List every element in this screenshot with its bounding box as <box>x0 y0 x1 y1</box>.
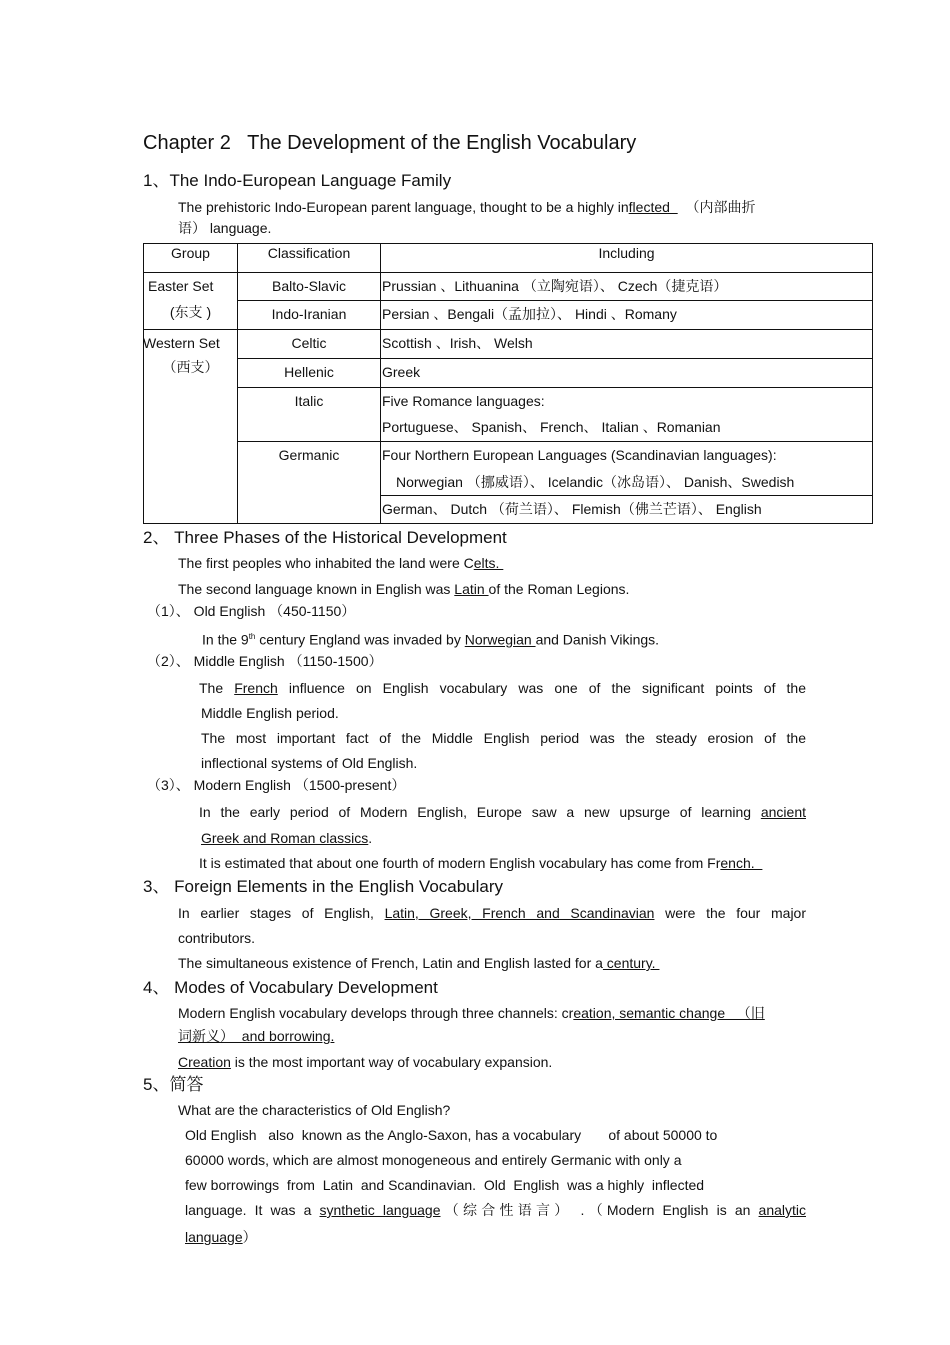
text: century England was invaded by <box>255 631 465 648</box>
text: It is estimated that about one fourth of modern English vocabulary has come from Fr <box>199 855 721 871</box>
including-cell: Prussian 、Lithuanina （立陶宛语）、 Czech（捷克语） <box>381 273 873 301</box>
underlined-text: eation, semantic change （旧 <box>573 1005 765 1021</box>
paragraph <box>199 854 762 872</box>
text: The prehistoric Indo-European parent language, thought to be a highly in <box>178 199 629 215</box>
classification-cell: Indo-Iranian <box>238 301 381 330</box>
subheading-middle-english: （2）、 Middle English （1150-1500） <box>147 653 383 669</box>
classification-cell: Italic <box>238 388 381 442</box>
answer-line: Old English also known as the Anglo-Saxon, has a vocabulary of about 50000 to <box>185 1127 718 1143</box>
including-cell: Scottish 、Irish、 Welsh <box>381 330 873 359</box>
question: What are the characteristics of Old English? <box>178 1102 451 1118</box>
paragraph <box>178 554 503 572</box>
section-4-heading: 4、 Modes of Vocabulary Development <box>143 978 438 997</box>
answer-line <box>185 1201 806 1219</box>
text: Five Romance languages: <box>382 393 545 409</box>
classification-cell: Balto-Slavic <box>238 273 381 301</box>
section-5-heading: 5、简答 <box>143 1075 204 1094</box>
group-cell <box>144 330 238 524</box>
text: （综合性语言） .（Modern English is an <box>440 1202 759 1218</box>
paragraph: 语） language. <box>178 220 272 236</box>
paragraph: inflectional systems of Old English. <box>201 755 418 771</box>
including-cell: Persian 、Bengali（孟加拉）、 Hindi 、Romany <box>381 301 873 330</box>
underlined-text: language <box>185 1229 243 1245</box>
text: Norwegian （挪威语）、 Icelandic（冰岛语）、 Danish、Swedish <box>396 474 795 490</box>
underlined-text: ench. <box>720 855 763 871</box>
subheading-old-english: （1）、 Old English （450-1150） <box>147 603 356 619</box>
underlined-text: analytic <box>758 1202 806 1218</box>
paragraph <box>178 954 659 972</box>
table-row <box>144 388 873 442</box>
table-row <box>144 359 873 388</box>
text: were the four major <box>654 905 807 921</box>
paragraph <box>178 580 629 598</box>
group-label: Western Set <box>143 335 220 351</box>
group-label-cn: (东支 ) <box>169 304 212 320</box>
header-cell: Classification <box>238 244 381 273</box>
classification-cell: Hellenic <box>238 359 381 388</box>
paragraph <box>178 1053 552 1071</box>
paragraph <box>178 904 806 922</box>
superscript: th <box>248 632 256 641</box>
classification-cell: Celtic <box>238 330 381 359</box>
underlined-text: Norwegian <box>464 631 536 648</box>
text: is the most important way of vocabulary expansion. <box>230 1054 553 1070</box>
header-cell: Group <box>144 244 238 273</box>
table-row <box>144 442 873 496</box>
paragraph <box>178 1027 334 1045</box>
table-header-row <box>144 244 873 273</box>
underlined-text: century. <box>602 955 660 971</box>
text: The simultaneous existence of French, Latin and English lasted for a <box>178 955 603 971</box>
paragraph <box>202 628 659 649</box>
underlined-text: Latin, Greek, French and Scandinavian <box>384 905 655 921</box>
including-cell: German、 Dutch （荷兰语）、 Flemish（佛兰芒语）、 English <box>381 496 873 524</box>
group-label: Easter Set <box>148 278 214 294</box>
paragraph <box>199 679 806 697</box>
paragraph: contributors. <box>178 930 256 946</box>
underlined-text: Creation <box>178 1054 231 1070</box>
section-3-heading: 3、 Foreign Elements in the English Vocabulary <box>143 877 504 896</box>
underlined-text: elts. <box>473 555 504 571</box>
subheading-modern-english: （3）、 Modern English （1500-present） <box>147 777 406 793</box>
text: Portuguese、 Spanish、 French、 Italian 、Romanian <box>382 419 721 435</box>
paragraph <box>178 1004 765 1022</box>
table-row <box>144 273 873 301</box>
section-2-heading: 2、 Three Phases of the Historical Development <box>143 528 507 547</box>
paragraph <box>201 829 372 847</box>
classification-cell: Germanic <box>238 442 381 524</box>
text: and Danish Vikings. <box>535 631 660 648</box>
table-row <box>144 301 873 330</box>
language-family-table <box>143 243 873 524</box>
including-cell <box>381 442 873 496</box>
paragraph <box>178 198 755 216</box>
text: language. It was a <box>185 1202 320 1218</box>
paragraph <box>199 803 806 821</box>
text: The <box>199 680 235 696</box>
paragraph: The most important fact of the Middle English period was the steady erosion of the <box>201 730 806 746</box>
answer-line: 60000 words, which are almost monogeneous and entirely Germanic with only a <box>185 1152 682 1168</box>
including-cell <box>381 388 873 442</box>
answer-line: few borrowings from Latin and Scandinavian. Old English was a highly inflected <box>185 1177 705 1193</box>
text: Modern English vocabulary develops through three channels: cr <box>178 1005 574 1021</box>
underlined-text: French <box>234 680 278 696</box>
header-cell: Including <box>381 244 873 273</box>
underlined-text: 词新义） and borrowing. <box>178 1028 335 1044</box>
text: The first peoples who inhabited the land were C <box>178 555 474 571</box>
text: In the early period of Modern English, Europe saw a new upsurge of learning <box>199 804 761 820</box>
text: ） <box>242 1229 257 1245</box>
text: The second language known in English was <box>178 581 455 597</box>
chapter-title: Chapter 2 The Development of the English Vocabulary <box>143 132 637 154</box>
underlined-text: flected <box>628 199 678 215</box>
group-cell <box>144 273 238 330</box>
answer-line <box>185 1228 257 1246</box>
text: . <box>368 830 373 846</box>
table-row <box>144 330 873 359</box>
paragraph: Middle English period. <box>201 705 339 721</box>
underlined-text: Greek and Roman classics <box>201 830 369 846</box>
text: of the Roman Legions. <box>488 581 630 597</box>
text: Four Northern European Languages (Scandinavian languages): <box>382 447 777 463</box>
including-cell: Greek <box>381 359 873 388</box>
underlined-text: synthetic language <box>319 1202 441 1218</box>
text: （内部曲折 <box>677 199 756 215</box>
underlined-text: Latin <box>454 581 489 597</box>
section-1-heading: 1、The Indo-European Language Family <box>143 171 452 190</box>
group-label-cn: （西支） <box>162 359 219 375</box>
text: In the 9 <box>202 631 249 648</box>
text: influence on English vocabulary was one of the significant points of the <box>277 680 806 696</box>
text: In earlier stages of English, <box>178 905 385 921</box>
underlined-text: ancient <box>760 804 806 820</box>
